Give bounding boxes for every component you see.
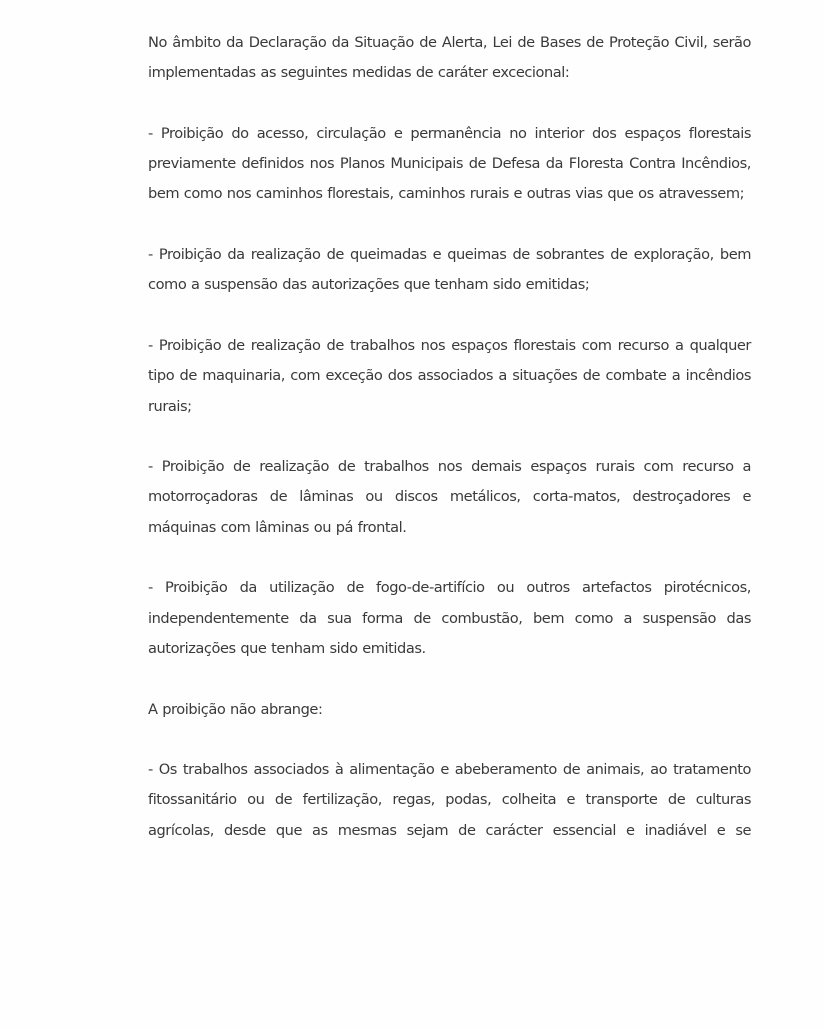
document-body (148, 28, 751, 876)
measure-burning-prohibition: - Proibição da realização de queimadas e queimas de sobrantes de exploração, bem como a suspensão das autorizações que tenham sido emitidas; (148, 246, 751, 294)
measure-access-prohibition: - Proibição do acesso, circulação e permanência no interior dos espaços florestais previamente definidos nos Planos Municipais de Defesa da Floresta Contra Incêndios, bem como nos caminhos florestais, caminhos rurais e outras vias que os atravessem; (148, 124, 751, 203)
exception-paragraph: - Os trabalhos associados à alimentação e abeberamento de animais, ao tratamento fitossanitário ou de fertilização, regas, podas, colheita e transporte de culturas agrícolas, desde que as mesmas sejam de carácter essencial e inadiável e se (148, 761, 751, 839)
measure-fireworks-prohibition: - Proibição da utilização de fogo-de-artifício ou outros artefactos pirotécnicos, independentemente da sua forma de combustão, bem como a suspensão das autorizações que tenham sido emitidas. (148, 579, 751, 657)
measure-forest-machinery-prohibition: - Proibição de realização de trabalhos nos espaços florestais com recurso a qualquer tipo de maquinaria, com exceção dos associados a situações de combate a incêndios rurais; (148, 336, 751, 415)
intro-paragraph: No âmbito da Declaração da Situação de Alerta, Lei de Bases de Proteção Civil, serão implementadas as seguintes medidas de caráter excecional: (148, 34, 751, 82)
measure-rural-machinery-prohibition: - Proibição de realização de trabalhos nos demais espaços rurais com recurso a motorroçadoras de lâminas ou discos metálicos, corta-matos, destroçadores e máquinas com lâminas ou pá frontal. (148, 458, 751, 536)
exceptions-heading: A proibição não abrange: (148, 700, 323, 718)
